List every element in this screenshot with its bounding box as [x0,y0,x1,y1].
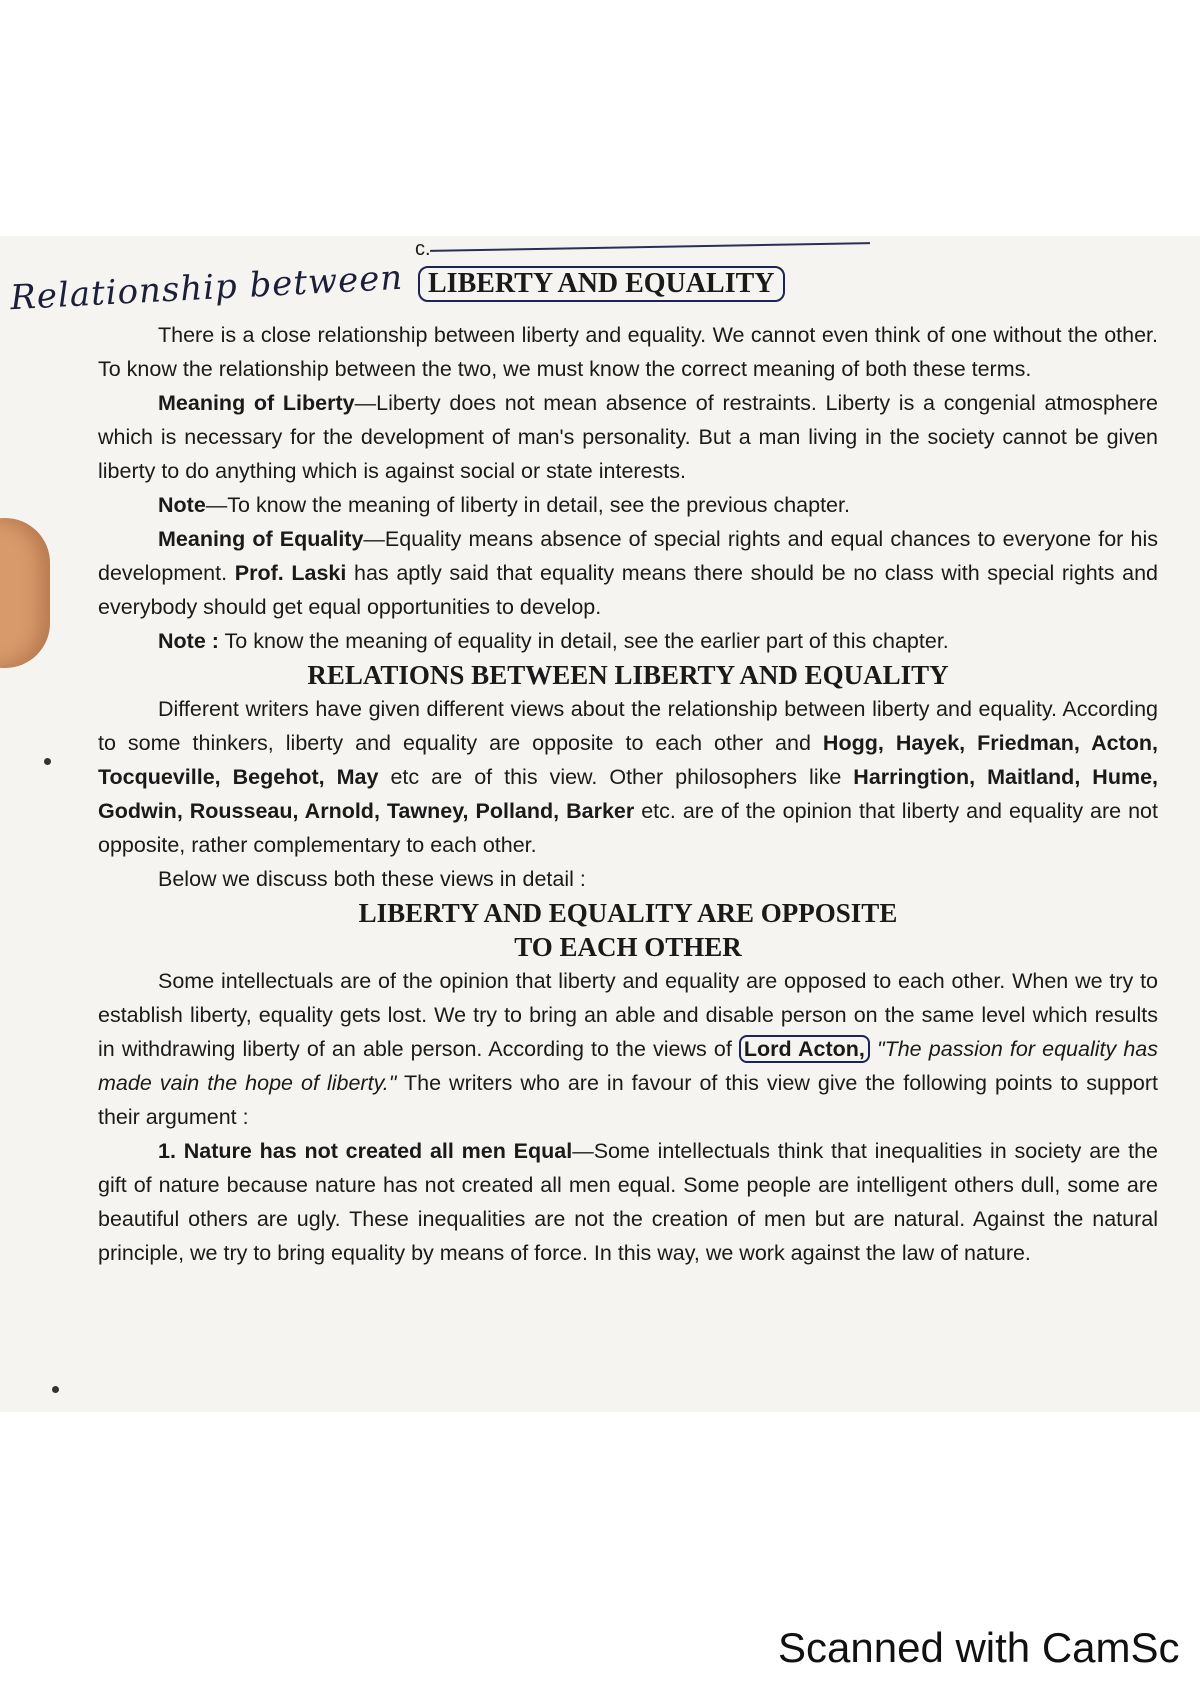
point-one-text: —Some intellectuals think that inequalities in society are the gift of nature because nature has not created all men equal. Some people are intelligent others dull, some are beautiful others are ugly. These inequalities are not the creation of men but are natural. Against the natural principle, we try to bring equality by means of force. In this way, we work against the law of nature. [98,1139,1158,1265]
equality-label: Meaning of Equality [158,527,364,551]
opposite-text-2: The writers who are in favour of this view give the following points to support their argument : [98,1071,1159,1129]
liberty-note-label: Note [158,493,206,517]
liberty-paragraph [98,386,1158,488]
relations-paragraph [98,692,1158,862]
equality-text-2: has aptly said that equality means there should be no class with special rights and everybody should get equal opportunities to develop. [98,561,1158,619]
scanner-watermark: Scanned with CamSc [778,1624,1180,1671]
relations-heading: RELATIONS BETWEEN LIBERTY AND EQUALITY [307,660,949,690]
document-body [98,318,1158,1270]
acton-quote: "The passion for equality has made vain the hope of liberty." [98,1037,1158,1095]
laski-name: Prof. Laski [234,561,347,585]
equality-note-text: To know the meaning of equality in detail, see the earlier part of this chapter. [218,629,949,653]
relations-text-1: Different writers have given different views about the relationship between liberty and equality. According to some thinkers, liberty and equality are opposite to each other and [98,697,1158,755]
point-one-label: 1. Nature has not created all men Equal [158,1139,573,1163]
opposite-text-1: Some intellectuals are of the opinion that liberty and equality are opposed to each other. When we try to establish liberty, equality gets lost. We try to bring an able and disable person on the same level which results in withdrawing liberty of an able person. According to the views of [98,969,1158,1061]
liberty-text: —Liberty does not mean absence of restraints. Liberty is a congenial atmosphere which is necessary for the development of man's personality. But a man living in the society cannot be given liberty to do anything which is against social or state interests. [98,391,1159,483]
finger-shadow [0,518,50,668]
liberty-label: Meaning of Liberty [158,391,355,415]
equality-note [98,624,1158,658]
equality-note-label: Note : [158,629,219,653]
relations-text-2: etc are of this view. Other philosophers like [378,765,854,789]
opposite-paragraph [98,964,1158,1134]
acton-name: Lord Acton, [739,1035,870,1063]
complementary-thinkers: Harringtion, Maitland, Hume, Godwin, Rousseau, Arnold, Tawney, Polland, Barker [98,765,1158,823]
liberty-note-text: —To know the meaning of liberty in detail, see the previous chapter. [205,493,850,517]
section-mark: c. [415,238,431,260]
bullet-dot [52,1386,59,1393]
equality-paragraph [98,522,1158,624]
opposite-heading-line2: TO EACH OTHER [514,932,742,962]
bullet-dot [44,758,51,765]
opposite-heading-line1: LIBERTY AND EQUALITY ARE OPPOSITE [358,898,898,928]
opposite-thinkers: Hogg, Hayek, Friedman, Acton, Tocqueville, Begehot, May [98,731,1158,789]
equality-text-1: —Equality means absence of special rights and equal chances to everyone for his development. [98,527,1158,585]
below-line: Below we discuss both these views in detail : [158,867,586,891]
handwritten-note: Relationship between [9,257,405,319]
point-one-paragraph [98,1134,1158,1270]
page-title: LIBERTY AND EQUALITY [418,266,785,302]
intro-paragraph: There is a close relationship between liberty and equality. We cannot even think of one without the other. To know the relationship between the two, we must know the correct meaning of both these terms. [98,323,1158,381]
relations-text-3: etc. are of the opinion that liberty and equality are not opposite, rather complementary to each other. [98,799,1158,857]
liberty-note [98,488,1158,522]
